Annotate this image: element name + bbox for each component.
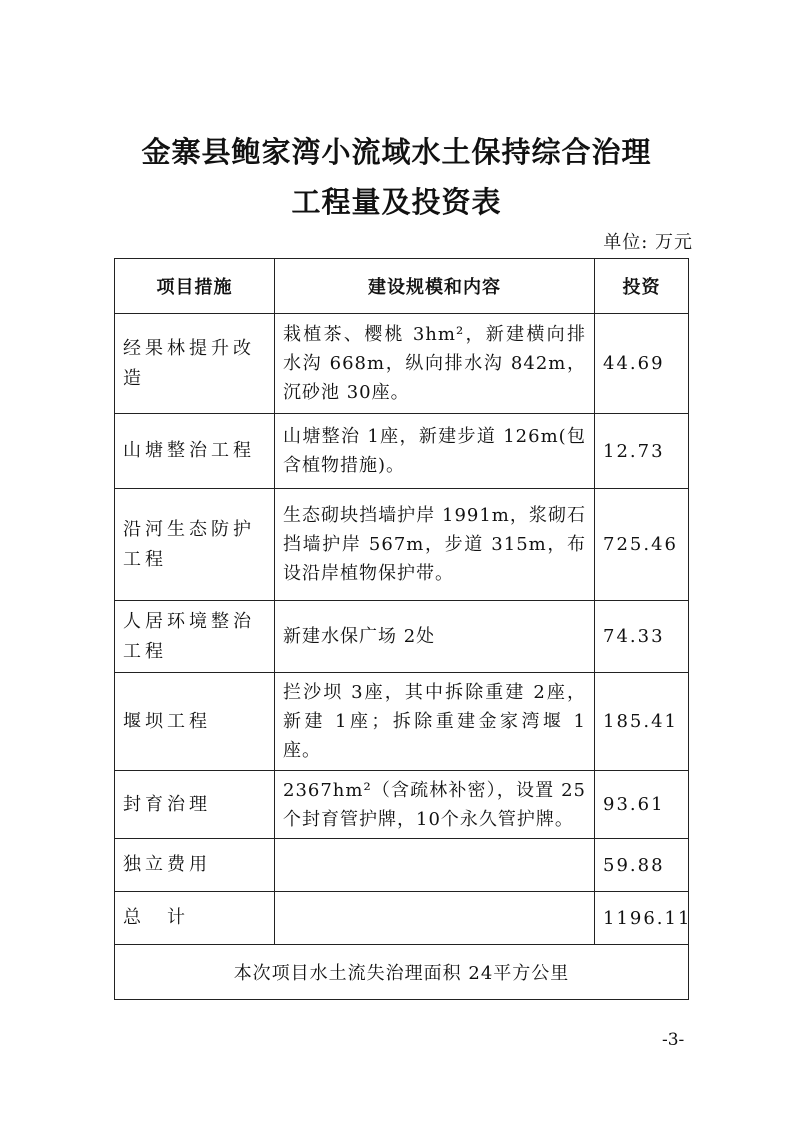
page-number: -3-: [662, 1030, 685, 1050]
measure-cell: 山塘整治工程: [115, 414, 275, 489]
investment-cell: 1196.11: [595, 892, 689, 945]
table-footer-row: [115, 945, 689, 1000]
document-title-line2: 工程量及投资表: [291, 185, 502, 219]
table-header-row: [115, 259, 689, 314]
header-investment: 投资: [595, 259, 689, 314]
table-row: [115, 601, 689, 673]
content-cell: 新建水保广场 2处: [275, 601, 595, 673]
header-content: 建设规模和内容: [275, 259, 595, 314]
investment-cell: 93.61: [595, 771, 689, 839]
content-cell: 山塘整治 1座，新建步道 126m(包含植物措施)。: [275, 414, 595, 489]
content-cell: 2367hm²（含疏林补密），设置 25个封育管护牌，10个永久管护牌。: [275, 771, 595, 839]
measure-cell: 堰坝工程: [115, 673, 275, 771]
investment-cell: 44.69: [595, 314, 689, 414]
footer-note: 本次项目水土流失治理面积 24平方公里: [115, 945, 689, 1000]
investment-cell: 185.41: [595, 673, 689, 771]
content-cell: [275, 839, 595, 892]
table-row: [115, 892, 689, 945]
table-row: [115, 414, 689, 489]
content-cell: 栽植茶、樱桃 3hm²，新建横向排水沟 668m，纵向排水沟 842m，沉砂池 30座。: [275, 314, 595, 414]
content-cell: 生态砌块挡墙护岸 1991m，浆砌石挡墙护岸 567m，步道 315m，布设沿岸植物保护带。: [275, 489, 595, 601]
investment-cell: 12.73: [595, 414, 689, 489]
unit-label: 单位: 万元: [603, 232, 693, 253]
table-row: [115, 673, 689, 771]
table-row: [115, 839, 689, 892]
measure-cell: 沿河生态防护工程: [115, 489, 275, 601]
investment-cell: 74.33: [595, 601, 689, 673]
investment-cell: 59.88: [595, 839, 689, 892]
measure-cell: 封育治理: [115, 771, 275, 839]
table-row: [115, 489, 689, 601]
investment-table: [114, 258, 692, 1000]
measure-cell: 经果林提升改造: [115, 314, 275, 414]
table-row: [115, 771, 689, 839]
measure-cell: 人居环境整治工程: [115, 601, 275, 673]
investment-cell: 725.46: [595, 489, 689, 601]
content-cell: 拦沙坝 3座，其中拆除重建 2座，新建 1座；拆除重建金家湾堰 1座。: [275, 673, 595, 771]
content-cell: [275, 892, 595, 945]
document-title-line1: 金寨县鲍家湾小流域水土保持综合治理: [141, 135, 652, 169]
measure-cell: 总 计: [115, 892, 275, 945]
measure-cell: 独立费用: [115, 839, 275, 892]
table-row: [115, 314, 689, 414]
header-measure: 项目措施: [115, 259, 275, 314]
